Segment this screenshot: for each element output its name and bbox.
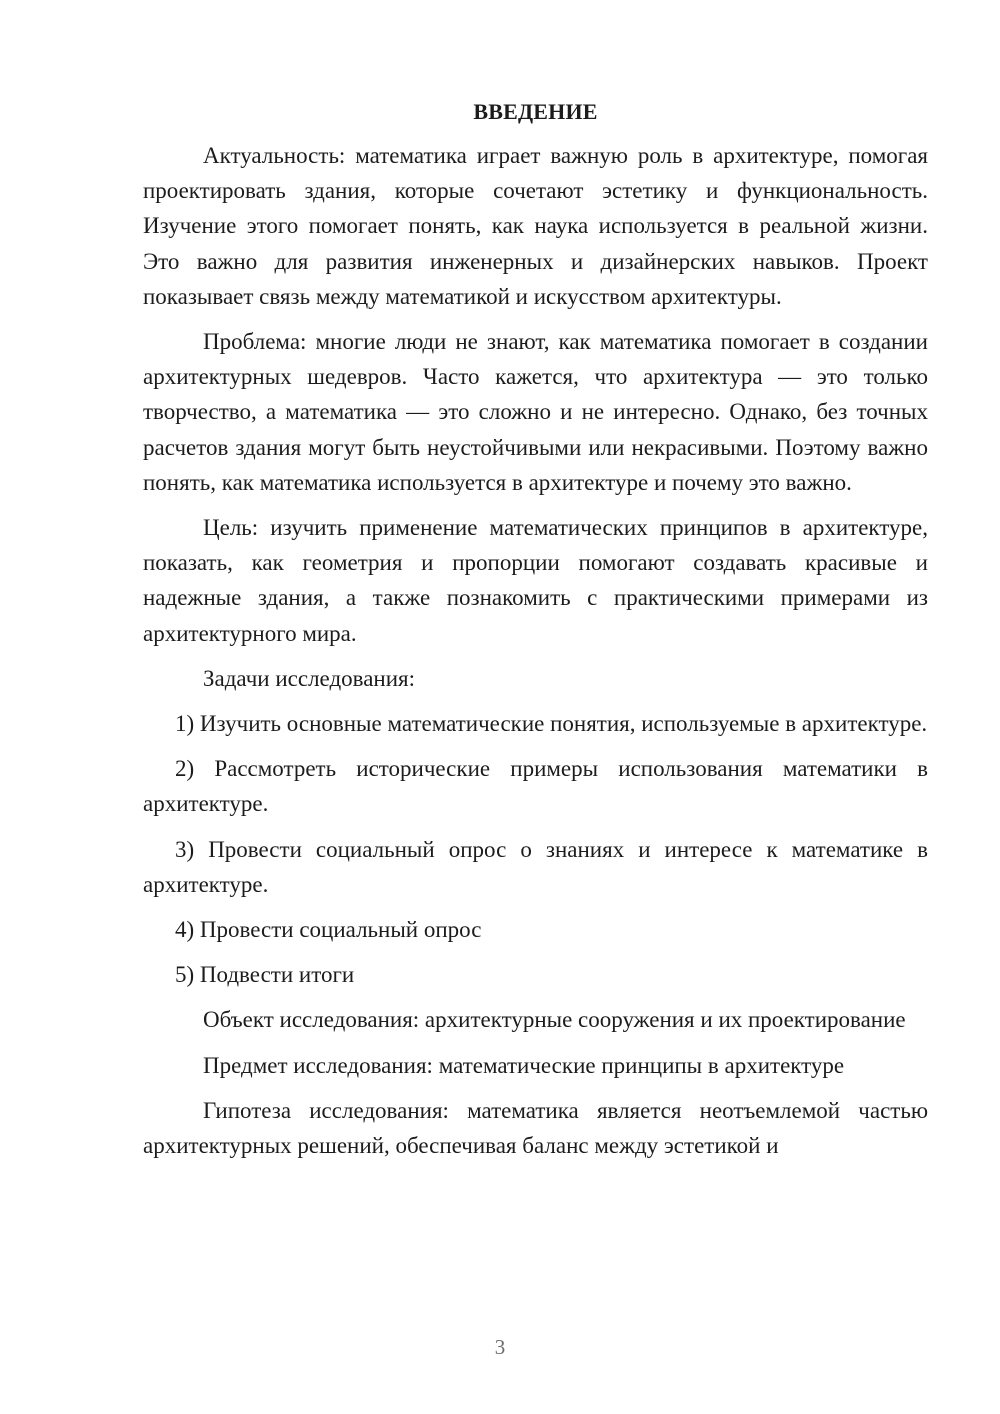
paragraph-subject: Предмет исследования: математические принципы в архитектуре — [203, 1052, 845, 1078]
paragraph-relevance: Актуальность: математика играет важную роль в архитектуре, помогая проектировать здания, которые сочетают эстетику и функциональность. Изучение этого помогает понять, как наука используется в реальной жизни. Это важно для развития инженерных и дизайнерских навыков. Проект показывает связь между математикой и искусством архитектуры. — [143, 143, 928, 309]
page-number: 3 — [494, 1335, 506, 1359]
paragraph-hypothesis: Гипотеза исследования: математика является неотъемлемой частью архитектурных решений, обеспечивая баланс между эстетикой и — [143, 1097, 928, 1159]
tasks-list — [143, 706, 928, 992]
paragraph-problem: Проблема: многие люди не знают, как математика помогает в создании архитектурных шедевров. Часто кажется, что архитектура — это только творчество, а математика — это сложно и не интересно. Однако, без точных расчетов здания могут быть неустойчивыми или некрасивыми. Поэтому важно понять, как математика используется в архитектуре и почему это важно. — [143, 329, 928, 495]
document-body — [143, 94, 928, 1173]
list-item: 1) Изучить основные математические понятия, используемые в архитектуре. — [175, 711, 928, 737]
page-title: ВВЕДЕНИЕ — [473, 99, 598, 124]
paragraph-goal: Цель: изучить применение математических принципов в архитектуре, показать, как геометрия и пропорции помогают создавать красивые и надежные здания, а также познакомить с практическими примерами из архитектурного мира. — [143, 515, 928, 646]
list-item: 2) Рассмотреть исторические примеры использования математики в архитектуре. — [143, 756, 928, 817]
tasks-heading: Задачи исследования: — [203, 665, 416, 691]
list-item: 5) Подвести итоги — [175, 962, 355, 988]
list-item: 4) Провести социальный опрос — [175, 917, 482, 943]
list-item: 3) Провести социальный опрос о знаниях и интересе к математике в архитектуре. — [143, 836, 928, 897]
paragraph-object: Объект исследования: архитектурные сооружения и их проектирование — [203, 1007, 906, 1033]
